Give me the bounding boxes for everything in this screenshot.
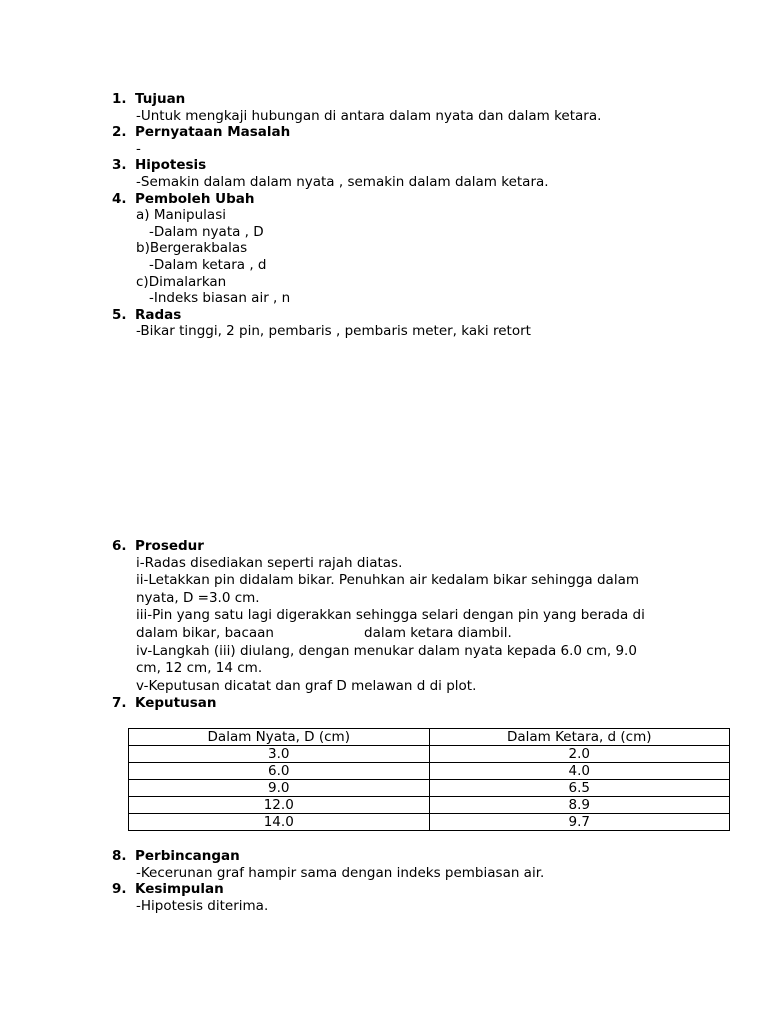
tujuan-text: -Untuk mengkaji hubungan di antara dalam nyata dan dalam ketara.	[136, 107, 602, 124]
variable-label-dimalarkan: c)Dimalarkan	[136, 273, 227, 290]
table-cell: 6.0	[129, 763, 430, 780]
table-row	[129, 814, 730, 831]
variable-label-bergerakbalas: b)Bergerakbalas	[136, 240, 248, 257]
variable-value-bergerakbalas: -Dalam ketara , d	[149, 256, 267, 273]
procedure-step-cont: nyata, D =3.0 cm.	[136, 589, 260, 606]
procedure-step: ii-Letakkan pin didalam bikar. Penuhkan air kedalam bikar sehingga dalam	[136, 572, 639, 589]
section-hipotesis: 3. Hipotesis	[112, 157, 207, 174]
section-perbincangan: 8. Perbincangan	[112, 848, 240, 864]
column-header: Dalam Nyata, D (cm)	[129, 729, 430, 746]
section-tujuan: 1. Tujuan	[112, 91, 186, 107]
variable-label-manipulasi: a) Manipulasi	[136, 207, 226, 224]
table-header-row	[129, 729, 730, 746]
variable-value-dimalarkan: -Indeks biasan air , n	[149, 290, 291, 307]
results-table	[128, 728, 730, 831]
table-cell: 12.0	[129, 797, 430, 814]
procedure-step-cont: dalam ketara diambil.	[364, 624, 512, 641]
table-cell: 2.0	[429, 746, 730, 763]
table-cell: 3.0	[129, 746, 430, 763]
table-row	[129, 763, 730, 780]
procedure-step: i-Radas disediakan seperti rajah diatas.	[136, 554, 403, 571]
table-cell: 4.0	[429, 763, 730, 780]
section-keputusan: 7. Keputusan	[112, 695, 217, 712]
table-cell: 8.9	[429, 797, 730, 814]
table-row	[129, 797, 730, 814]
table-cell: 9.0	[129, 780, 430, 797]
hipotesis-text: -Semakin dalam dalam nyata , semakin dalam dalam ketara.	[136, 173, 549, 190]
pernyataan-masalah-text: -	[136, 140, 141, 157]
sections-1-5	[112, 91, 672, 340]
section-kesimpulan: 9. Kesimpulan	[112, 881, 224, 898]
kesimpulan-text: -Hipotesis diterima.	[136, 897, 269, 914]
table-cell: 9.7	[429, 814, 730, 831]
section-pemboleh-ubah: 4. Pemboleh Ubah	[112, 190, 255, 207]
radas-text: -Bikar tinggi, 2 pin, pembaris , pembaris meter, kaki retort	[136, 323, 531, 340]
table-cell: 14.0	[129, 814, 430, 831]
column-header: Dalam Ketara, d (cm)	[429, 729, 730, 746]
section-pernyataan-masalah: 2. Pernyataan Masalah	[112, 124, 291, 141]
table-cell: 6.5	[429, 780, 730, 797]
table-row	[129, 780, 730, 797]
section-radas: 5. Radas	[112, 306, 182, 323]
sections-8-9	[112, 848, 672, 914]
table-row	[129, 746, 730, 763]
procedure-step: iv-Langkah (iii) diulang, dengan menukar dalam nyata kepada 6.0 cm, 9.0	[136, 642, 637, 659]
section-prosedur: 6. Prosedur i-Radas disediakan seperti rajah diatas. ii-Letakkan pin didalam bikar. Penuhkan air kedalam bikar sehingga dalam nyata, D =3.0 cm. iii-Pin yang satu lagi digerakkan sehingga selari dengan pin yang berada di dalam bikar, bacaan dalam ketara diambil. iv-Langkah (iii) diulang, dengan menukar dalam nyata kepada 6.0 cm, 9.0 cm, 12 cm, 14 cm. v-Keputusan dicatat dan graf D melawan d di plot. 7. Keputusan	[112, 538, 672, 712]
variable-value-manipulasi: -Dalam nyata , D	[149, 223, 264, 240]
procedure-step-cont: dalam bikar, bacaan	[136, 624, 274, 641]
procedure-step: v-Keputusan dicatat dan graf D melawan d di plot.	[136, 677, 477, 694]
procedure-step-cont: cm, 12 cm, 14 cm.	[136, 660, 263, 677]
perbincangan-text: -Kecerunan graf hampir sama dengan indeks pembiasan air.	[136, 864, 545, 881]
procedure-step: iii-Pin yang satu lagi digerakkan sehingga selari dengan pin yang berada di	[136, 607, 645, 624]
